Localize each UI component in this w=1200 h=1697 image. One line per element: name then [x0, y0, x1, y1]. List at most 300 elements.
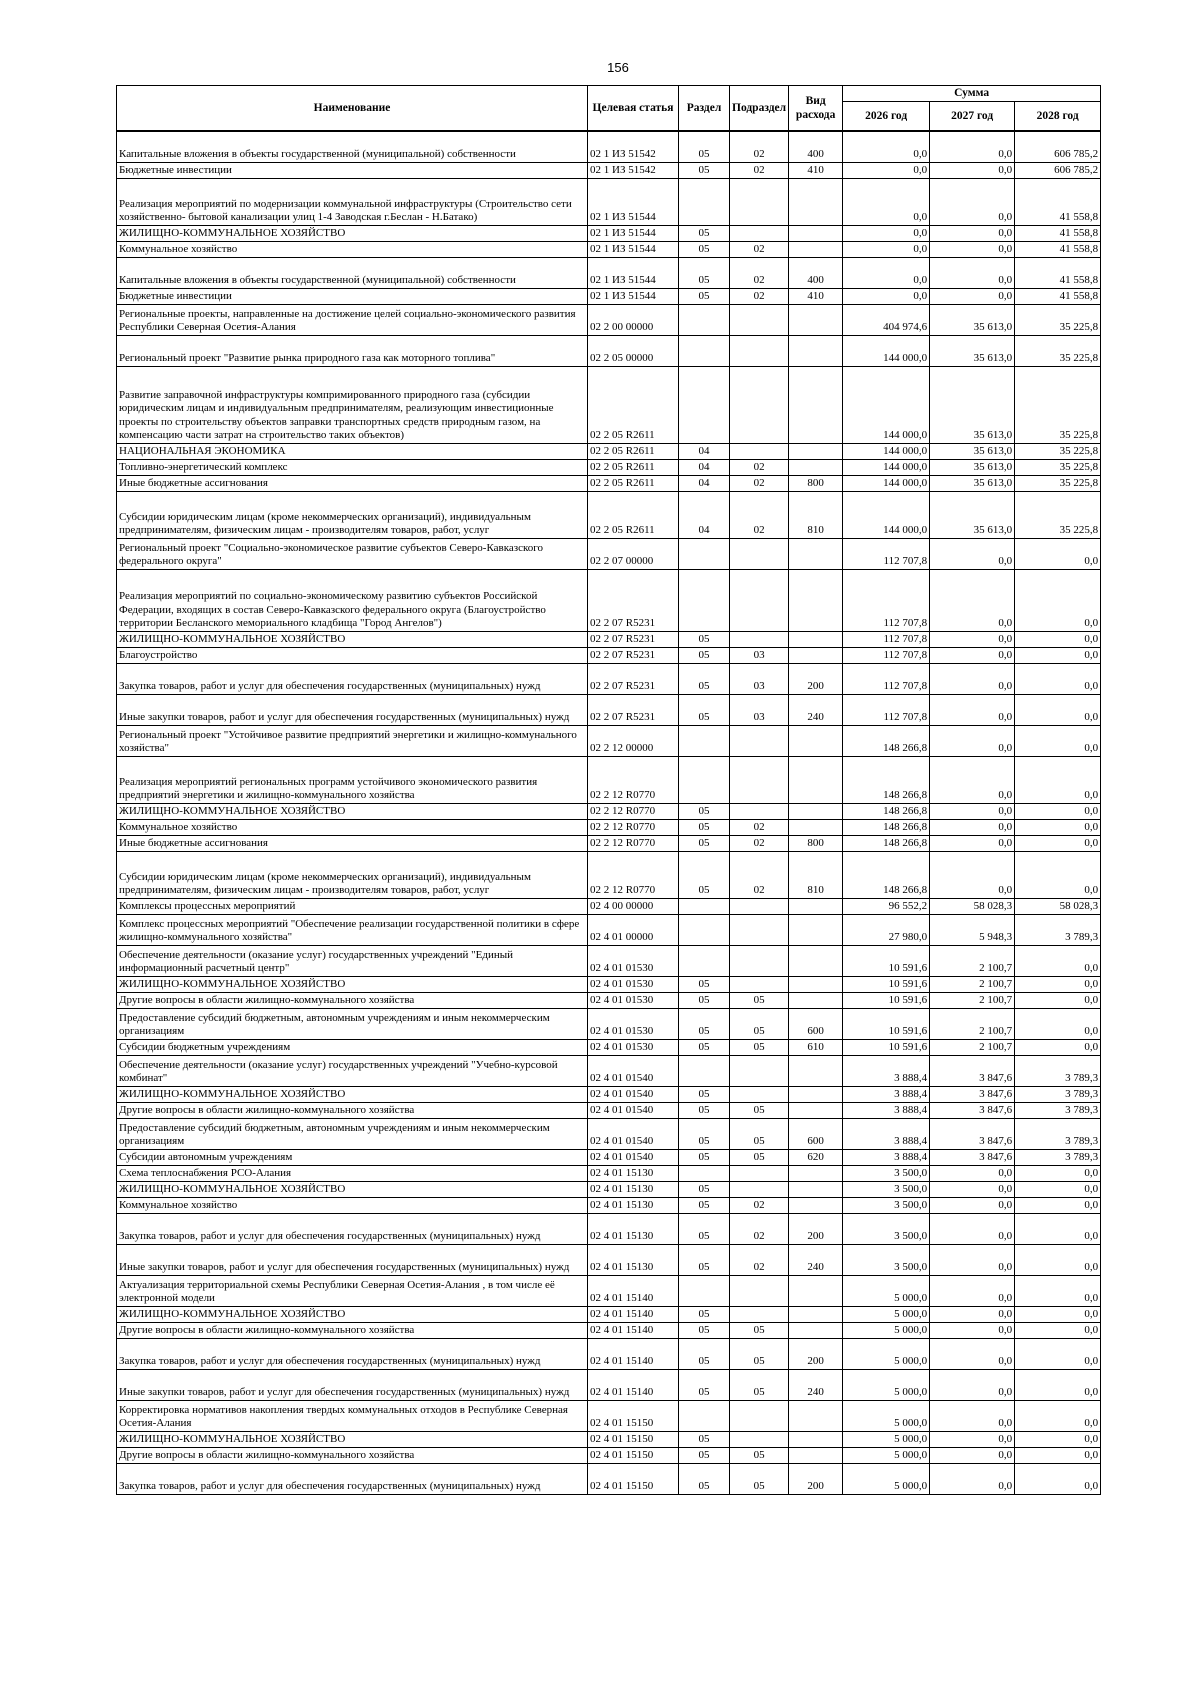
cell-target: 02 2 12 R0770 [588, 835, 679, 851]
cell-name: Обеспечение деятельности (оказание услуг) государственных учреждений "Учебно-курсовой комбинат" [117, 1055, 588, 1086]
cell-target: 02 2 12 R0770 [588, 851, 679, 898]
table-row [117, 1306, 1101, 1322]
cell-subsection: 02 [730, 1213, 789, 1244]
cell-section [679, 756, 730, 803]
cell-2028: 0,0 [1015, 725, 1101, 756]
cell-2026: 3 888,4 [843, 1055, 930, 1086]
cell-subsection: 02 [730, 257, 789, 288]
cell-2028: 35 225,8 [1015, 304, 1101, 335]
cell-2028: 606 785,2 [1015, 131, 1101, 162]
cell-name: Субсидии юридическим лицам (кроме некоммерческих организаций), индивидуальным предпринимателям, физическим лицам - производителям товаров, работ, услуг [117, 851, 588, 898]
table-row [117, 1322, 1101, 1338]
cell-target: 02 4 01 01540 [588, 1055, 679, 1086]
cell-2026: 112 707,8 [843, 647, 930, 663]
cell-expense-type [789, 1055, 843, 1086]
cell-2028: 0,0 [1015, 1197, 1101, 1213]
table-row [117, 1400, 1101, 1431]
cell-name: Иные бюджетные ассигнования [117, 475, 588, 491]
cell-expense-type [789, 1400, 843, 1431]
cell-2027: 0,0 [930, 819, 1015, 835]
cell-2027: 0,0 [930, 288, 1015, 304]
cell-2028: 0,0 [1015, 647, 1101, 663]
cell-subsection [730, 569, 789, 631]
cell-target: 02 4 01 01540 [588, 1102, 679, 1118]
cell-subsection: 05 [730, 1102, 789, 1118]
cell-subsection: 05 [730, 1369, 789, 1400]
cell-2026: 27 980,0 [843, 914, 930, 945]
cell-name: ЖИЛИЩНО-КОММУНАЛЬНОЕ ХОЗЯЙСТВО [117, 1306, 588, 1322]
cell-section: 05 [679, 1306, 730, 1322]
cell-2026: 148 266,8 [843, 756, 930, 803]
cell-2026: 0,0 [843, 162, 930, 178]
cell-target: 02 1 ИЗ 51544 [588, 178, 679, 225]
cell-subsection [730, 304, 789, 335]
cell-2027: 0,0 [930, 225, 1015, 241]
cell-name: Корректировка нормативов накопления твердых коммунальных отходов в Республике Северная Осетия-Алания [117, 1400, 588, 1431]
cell-2026: 3 500,0 [843, 1244, 930, 1275]
cell-expense-type [789, 178, 843, 225]
cell-2028: 3 789,3 [1015, 1102, 1101, 1118]
cell-name: Благоустройство [117, 647, 588, 663]
cell-2026: 3 888,4 [843, 1118, 930, 1149]
cell-2028: 0,0 [1015, 1447, 1101, 1463]
cell-subsection: 03 [730, 663, 789, 694]
cell-2027: 0,0 [930, 631, 1015, 647]
table-row [117, 538, 1101, 569]
cell-target: 02 2 07 R5231 [588, 569, 679, 631]
cell-target: 02 4 01 15150 [588, 1400, 679, 1431]
cell-subsection: 02 [730, 1244, 789, 1275]
cell-name: Региональный проект "Устойчивое развитие предприятий энергетики и жилищно-коммунального хозяйства" [117, 725, 588, 756]
cell-2028: 35 225,8 [1015, 443, 1101, 459]
cell-section: 04 [679, 475, 730, 491]
cell-section: 05 [679, 1447, 730, 1463]
cell-2026: 148 266,8 [843, 835, 930, 851]
cell-name: Иные закупки товаров, работ и услуг для обеспечения государственных (муниципальных) нужд [117, 1244, 588, 1275]
cell-2027: 2 100,7 [930, 1039, 1015, 1055]
cell-name: ЖИЛИЩНО-КОММУНАЛЬНОЕ ХОЗЯЙСТВО [117, 1086, 588, 1102]
cell-name: Комплекс процессных мероприятий "Обеспечение реализации государственной политики в сфере жилищно-коммунального хозяйства" [117, 914, 588, 945]
cell-subsection [730, 945, 789, 976]
cell-2028: 0,0 [1015, 992, 1101, 1008]
cell-section: 05 [679, 1322, 730, 1338]
cell-expense-type [789, 1275, 843, 1306]
cell-2027: 35 613,0 [930, 443, 1015, 459]
cell-expense-type: 240 [789, 1244, 843, 1275]
cell-subsection: 05 [730, 1447, 789, 1463]
cell-section [679, 1275, 730, 1306]
cell-subsection: 02 [730, 835, 789, 851]
cell-2028: 0,0 [1015, 803, 1101, 819]
cell-2028: 0,0 [1015, 1181, 1101, 1197]
cell-2028: 0,0 [1015, 756, 1101, 803]
cell-2028: 41 558,8 [1015, 257, 1101, 288]
table-row [117, 819, 1101, 835]
table-row [117, 631, 1101, 647]
cell-expense-type [789, 1306, 843, 1322]
cell-name: Иные бюджетные ассигнования [117, 835, 588, 851]
cell-2027: 2 100,7 [930, 976, 1015, 992]
table-row [117, 1447, 1101, 1463]
cell-subsection [730, 1275, 789, 1306]
cell-2027: 0,0 [930, 257, 1015, 288]
cell-2026: 3 500,0 [843, 1165, 930, 1181]
cell-expense-type [789, 1447, 843, 1463]
cell-subsection: 02 [730, 475, 789, 491]
cell-2027: 2 100,7 [930, 945, 1015, 976]
cell-section: 05 [679, 1149, 730, 1165]
cell-subsection [730, 756, 789, 803]
cell-2026: 10 591,6 [843, 976, 930, 992]
cell-2026: 10 591,6 [843, 1008, 930, 1039]
cell-target: 02 2 05 R2611 [588, 443, 679, 459]
header-2026: 2026 год [843, 102, 930, 132]
cell-section: 05 [679, 1431, 730, 1447]
cell-expense-type: 800 [789, 835, 843, 851]
cell-2026: 148 266,8 [843, 819, 930, 835]
cell-name: Капитальные вложения в объекты государственной (муниципальной) собственности [117, 257, 588, 288]
cell-2028: 35 225,8 [1015, 366, 1101, 443]
cell-name: Иные закупки товаров, работ и услуг для обеспечения государственных (муниципальных) нужд [117, 1369, 588, 1400]
cell-target: 02 2 07 R5231 [588, 647, 679, 663]
cell-expense-type [789, 225, 843, 241]
cell-2027: 0,0 [930, 1181, 1015, 1197]
cell-2027: 0,0 [930, 1463, 1015, 1494]
cell-2028: 58 028,3 [1015, 898, 1101, 914]
table-row [117, 241, 1101, 257]
cell-section: 05 [679, 835, 730, 851]
cell-section: 05 [679, 992, 730, 1008]
cell-name: Региональные проекты, направленные на достижение целей социально-экономического развития Республики Северная Осетия-Алания [117, 304, 588, 335]
cell-name: Обеспечение деятельности (оказание услуг) государственных учреждений "Единый информационный расчетный центр" [117, 945, 588, 976]
cell-2026: 3 500,0 [843, 1197, 930, 1213]
table-row [117, 898, 1101, 914]
cell-name: Бюджетные инвестиции [117, 162, 588, 178]
table-row [117, 459, 1101, 475]
cell-subsection: 05 [730, 1008, 789, 1039]
cell-name: Закупка товаров, работ и услуг для обеспечения государственных (муниципальных) нужд [117, 1463, 588, 1494]
table-row [117, 569, 1101, 631]
cell-section: 05 [679, 694, 730, 725]
cell-2028: 0,0 [1015, 1463, 1101, 1494]
cell-target: 02 2 07 R5231 [588, 694, 679, 725]
cell-target: 02 4 01 15130 [588, 1213, 679, 1244]
cell-2027: 3 847,6 [930, 1086, 1015, 1102]
cell-target: 02 4 01 15150 [588, 1463, 679, 1494]
cell-2027: 0,0 [930, 1369, 1015, 1400]
cell-2028: 3 789,3 [1015, 1055, 1101, 1086]
cell-target: 02 4 01 01530 [588, 1039, 679, 1055]
cell-target: 02 1 ИЗ 51542 [588, 162, 679, 178]
cell-target: 02 2 00 00000 [588, 304, 679, 335]
cell-2027: 0,0 [930, 835, 1015, 851]
table-row [117, 1338, 1101, 1369]
cell-target: 02 4 01 01540 [588, 1118, 679, 1149]
cell-section [679, 898, 730, 914]
cell-expense-type [789, 631, 843, 647]
cell-2026: 0,0 [843, 241, 930, 257]
cell-name: Топливно-энергетический комплекс [117, 459, 588, 475]
cell-subsection: 02 [730, 819, 789, 835]
cell-2027: 0,0 [930, 1213, 1015, 1244]
cell-expense-type: 810 [789, 851, 843, 898]
cell-2026: 3 888,4 [843, 1149, 930, 1165]
cell-subsection: 02 [730, 241, 789, 257]
cell-2028: 0,0 [1015, 1338, 1101, 1369]
cell-expense-type [789, 1102, 843, 1118]
cell-target: 02 2 07 R5231 [588, 631, 679, 647]
cell-2028: 35 225,8 [1015, 491, 1101, 538]
cell-target: 02 4 01 01530 [588, 976, 679, 992]
cell-2028: 3 789,3 [1015, 1086, 1101, 1102]
table-row [117, 1086, 1101, 1102]
cell-expense-type [789, 1197, 843, 1213]
header-target: Целевая статья [588, 86, 679, 132]
cell-expense-type: 400 [789, 131, 843, 162]
cell-target: 02 1 ИЗ 51544 [588, 288, 679, 304]
cell-section [679, 569, 730, 631]
cell-name: Другие вопросы в области жилищно-коммунального хозяйства [117, 1102, 588, 1118]
cell-2027: 0,0 [930, 569, 1015, 631]
cell-target: 02 4 01 15130 [588, 1165, 679, 1181]
cell-section: 05 [679, 1039, 730, 1055]
cell-2026: 0,0 [843, 178, 930, 225]
cell-expense-type [789, 366, 843, 443]
cell-section: 05 [679, 225, 730, 241]
cell-2027: 0,0 [930, 131, 1015, 162]
header-2028: 2028 год [1015, 102, 1101, 132]
cell-target: 02 2 05 R2611 [588, 475, 679, 491]
cell-subsection: 02 [730, 131, 789, 162]
cell-2027: 0,0 [930, 1447, 1015, 1463]
cell-2028: 0,0 [1015, 819, 1101, 835]
cell-section: 04 [679, 491, 730, 538]
cell-expense-type [789, 569, 843, 631]
cell-subsection [730, 1055, 789, 1086]
table-row [117, 1039, 1101, 1055]
cell-section: 05 [679, 1102, 730, 1118]
cell-2028: 0,0 [1015, 976, 1101, 992]
cell-2027: 0,0 [930, 1165, 1015, 1181]
cell-target: 02 4 01 15150 [588, 1431, 679, 1447]
table-row [117, 851, 1101, 898]
cell-subsection [730, 914, 789, 945]
cell-section: 05 [679, 1181, 730, 1197]
cell-2026: 0,0 [843, 131, 930, 162]
cell-2028: 3 789,3 [1015, 1118, 1101, 1149]
cell-name: Комплексы процессных мероприятий [117, 898, 588, 914]
cell-target: 02 1 ИЗ 51544 [588, 241, 679, 257]
cell-2026: 0,0 [843, 288, 930, 304]
table-row [117, 257, 1101, 288]
cell-2028: 41 558,8 [1015, 241, 1101, 257]
cell-2027: 0,0 [930, 694, 1015, 725]
cell-target: 02 4 00 00000 [588, 898, 679, 914]
cell-subsection [730, 898, 789, 914]
table-row [117, 225, 1101, 241]
cell-name: Иные закупки товаров, работ и услуг для обеспечения государственных (муниципальных) нужд [117, 694, 588, 725]
table-row [117, 992, 1101, 1008]
cell-2027: 0,0 [930, 1338, 1015, 1369]
table-row [117, 756, 1101, 803]
cell-target: 02 2 05 R2611 [588, 366, 679, 443]
cell-2027: 0,0 [930, 756, 1015, 803]
cell-2028: 0,0 [1015, 631, 1101, 647]
cell-expense-type: 200 [789, 1338, 843, 1369]
cell-subsection: 02 [730, 851, 789, 898]
cell-expense-type: 410 [789, 162, 843, 178]
cell-2026: 144 000,0 [843, 443, 930, 459]
cell-expense-type [789, 914, 843, 945]
table-row [117, 835, 1101, 851]
cell-target: 02 4 01 15130 [588, 1197, 679, 1213]
cell-name: Реализация мероприятий по модернизации коммунальной инфраструктуры (Строительство сети хозяйственно- бытовой канализации улиц 1-4 Заводская г.Беслан - Н.Батако) [117, 178, 588, 225]
cell-expense-type [789, 241, 843, 257]
cell-section: 05 [679, 131, 730, 162]
cell-2028: 0,0 [1015, 851, 1101, 898]
cell-2027: 5 948,3 [930, 914, 1015, 945]
cell-name: Развитие заправочной инфраструктуры компримированного природного газа (субсидии юридическим лицам и индивидуальным предпринимателям, реализующим инвестиционные проекты по строительству объектов заправки транспортных средств природным газом, на компенсацию части затрат на строительство таких объектов) [117, 366, 588, 443]
cell-section [679, 1165, 730, 1181]
cell-2027: 0,0 [930, 538, 1015, 569]
cell-expense-type [789, 647, 843, 663]
cell-name: Коммунальное хозяйство [117, 241, 588, 257]
cell-2028: 0,0 [1015, 945, 1101, 976]
cell-2027: 0,0 [930, 663, 1015, 694]
cell-section: 05 [679, 288, 730, 304]
cell-2027: 0,0 [930, 1244, 1015, 1275]
cell-subsection: 05 [730, 992, 789, 1008]
table-row [117, 1275, 1101, 1306]
cell-name: Реализация мероприятий региональных программ устойчивого экономического развития предприятий энергетики и жилищно-коммунального хозяйства [117, 756, 588, 803]
table-row [117, 304, 1101, 335]
cell-subsection: 05 [730, 1338, 789, 1369]
cell-2026: 5 000,0 [843, 1400, 930, 1431]
cell-expense-type [789, 803, 843, 819]
cell-2027: 2 100,7 [930, 1008, 1015, 1039]
cell-subsection [730, 1431, 789, 1447]
cell-expense-type: 400 [789, 257, 843, 288]
table-row [117, 945, 1101, 976]
cell-2027: 0,0 [930, 725, 1015, 756]
cell-2027: 0,0 [930, 851, 1015, 898]
table-row [117, 288, 1101, 304]
table-row [117, 803, 1101, 819]
cell-section [679, 178, 730, 225]
cell-section [679, 1400, 730, 1431]
cell-name: Субсидии бюджетным учреждениям [117, 1039, 588, 1055]
cell-2028: 0,0 [1015, 538, 1101, 569]
cell-target: 02 2 12 R0770 [588, 819, 679, 835]
cell-subsection [730, 803, 789, 819]
cell-expense-type [789, 1181, 843, 1197]
cell-subsection [730, 538, 789, 569]
cell-2026: 10 591,6 [843, 1039, 930, 1055]
cell-subsection: 02 [730, 459, 789, 475]
cell-2027: 3 847,6 [930, 1118, 1015, 1149]
table-row [117, 647, 1101, 663]
cell-name: Региональный проект "Социально-экономическое развитие субъектов Северо-Кавказского федерального округа" [117, 538, 588, 569]
cell-expense-type [789, 945, 843, 976]
cell-subsection: 03 [730, 694, 789, 725]
cell-2026: 3 500,0 [843, 1181, 930, 1197]
cell-section [679, 335, 730, 366]
cell-subsection: 03 [730, 647, 789, 663]
cell-target: 02 4 01 01540 [588, 1149, 679, 1165]
cell-name: Бюджетные инвестиции [117, 288, 588, 304]
cell-expense-type: 610 [789, 1039, 843, 1055]
cell-target: 02 4 01 15140 [588, 1275, 679, 1306]
cell-section: 04 [679, 459, 730, 475]
cell-subsection: 05 [730, 1118, 789, 1149]
cell-expense-type [789, 335, 843, 366]
cell-subsection: 02 [730, 288, 789, 304]
cell-section [679, 366, 730, 443]
header-subsection: Подраздел [730, 86, 789, 132]
cell-subsection [730, 443, 789, 459]
cell-expense-type: 200 [789, 663, 843, 694]
cell-2027: 0,0 [930, 1306, 1015, 1322]
budget-table [116, 85, 1101, 1495]
table-header [117, 86, 1101, 132]
cell-target: 02 1 ИЗ 51544 [588, 225, 679, 241]
header-sum: Сумма [843, 86, 1101, 102]
cell-name: Закупка товаров, работ и услуг для обеспечения государственных (муниципальных) нужд [117, 1213, 588, 1244]
cell-2028: 41 558,8 [1015, 288, 1101, 304]
cell-name: Субсидии автономным учреждениям [117, 1149, 588, 1165]
cell-section: 05 [679, 1463, 730, 1494]
table-row [117, 1165, 1101, 1181]
table-row [117, 1118, 1101, 1149]
cell-2028: 0,0 [1015, 1431, 1101, 1447]
cell-section: 05 [679, 1244, 730, 1275]
cell-2026: 10 591,6 [843, 945, 930, 976]
cell-2027: 35 613,0 [930, 366, 1015, 443]
table-row [117, 1181, 1101, 1197]
cell-section: 05 [679, 1213, 730, 1244]
cell-target: 02 4 01 15140 [588, 1369, 679, 1400]
cell-expense-type [789, 819, 843, 835]
cell-subsection: 05 [730, 1039, 789, 1055]
cell-target: 02 1 ИЗ 51544 [588, 257, 679, 288]
cell-subsection [730, 631, 789, 647]
cell-2028: 0,0 [1015, 569, 1101, 631]
table-row [117, 1055, 1101, 1086]
cell-section: 04 [679, 443, 730, 459]
cell-subsection [730, 178, 789, 225]
cell-target: 02 4 01 15150 [588, 1447, 679, 1463]
cell-target: 02 4 01 01530 [588, 1008, 679, 1039]
cell-section [679, 304, 730, 335]
table-row [117, 335, 1101, 366]
cell-2026: 144 000,0 [843, 459, 930, 475]
cell-2028: 0,0 [1015, 1369, 1101, 1400]
cell-target: 02 2 05 R2611 [588, 491, 679, 538]
cell-target: 02 2 12 00000 [588, 725, 679, 756]
cell-expense-type [789, 1431, 843, 1447]
cell-2028: 0,0 [1015, 1244, 1101, 1275]
cell-section [679, 945, 730, 976]
table-row [117, 1102, 1101, 1118]
cell-subsection [730, 366, 789, 443]
cell-subsection [730, 1165, 789, 1181]
cell-target: 02 2 05 00000 [588, 335, 679, 366]
cell-section: 05 [679, 1338, 730, 1369]
cell-section [679, 725, 730, 756]
cell-subsection: 02 [730, 1197, 789, 1213]
cell-2027: 0,0 [930, 803, 1015, 819]
cell-name: Предоставление субсидий бюджетным, автономным учреждениям и иным некоммерческим организациям [117, 1118, 588, 1149]
